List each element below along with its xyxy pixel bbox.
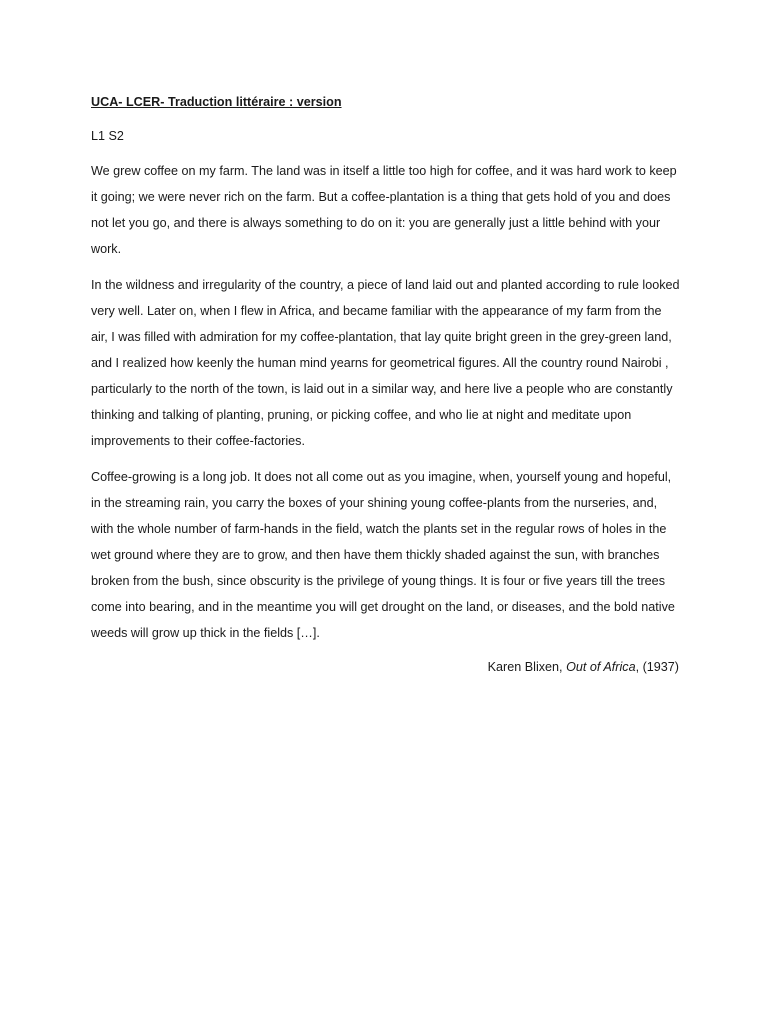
citation-book-title: Out of Africa (566, 660, 636, 674)
course-level: L1 S2 (91, 129, 124, 143)
citation-author: Karen Blixen, (487, 660, 567, 674)
paragraph-2: In the wildness and irregularity of the country, a piece of land laid out and planted according to rule looked very well. Later on, when I flew in Africa, and became familiar with the appearance of my farm from the air, I was filled with admiration for my coffee-plantation, that lay quite bright green in the grey-green land, and I realized how keenly the human mind yearns for geometrical figures. All the country round Nairobi , particularly to the north of the town, is laid out in a similar way, and here live a people who are constantly thinking and talking of planting, pruning, or picking coffee, and who lie at night and meditate upon improvements to their coffee-factories. (91, 278, 680, 448)
document-title: UCA- LCER- Traduction littéraire : version (91, 95, 342, 109)
paragraph-3: Coffee-growing is a long job. It does not all come out as you imagine, when, yourself young and hopeful, in the streaming rain, you carry the boxes of your shining young coffee-plants from the nurseries, and, with the whole number of farm-hands in the field, watch the plants set in the regular rows of holes in the wet ground where they are to grow, and then have them thickly shaded against the sun, with branches broken from the bush, since obscurity is the privilege of young things. It is four or five years till the trees come into bearing, and in the meantime you will get drought on the land, or diseases, and the bold native weeds will grow up thick in the fields […]. (91, 470, 675, 640)
citation (91, 654, 681, 680)
paragraph-1: We grew coffee on my farm. The land was in itself a little too high for coffee, and it was hard work to keep it going; we were never rich on the farm. But a coffee-plantation is a thing that gets hold of you and does not let you go, and there is always something to do on it: you are generally just a little behind with your work. (91, 164, 677, 256)
citation-year: , (1937) (635, 660, 679, 674)
document-content (91, 92, 681, 680)
